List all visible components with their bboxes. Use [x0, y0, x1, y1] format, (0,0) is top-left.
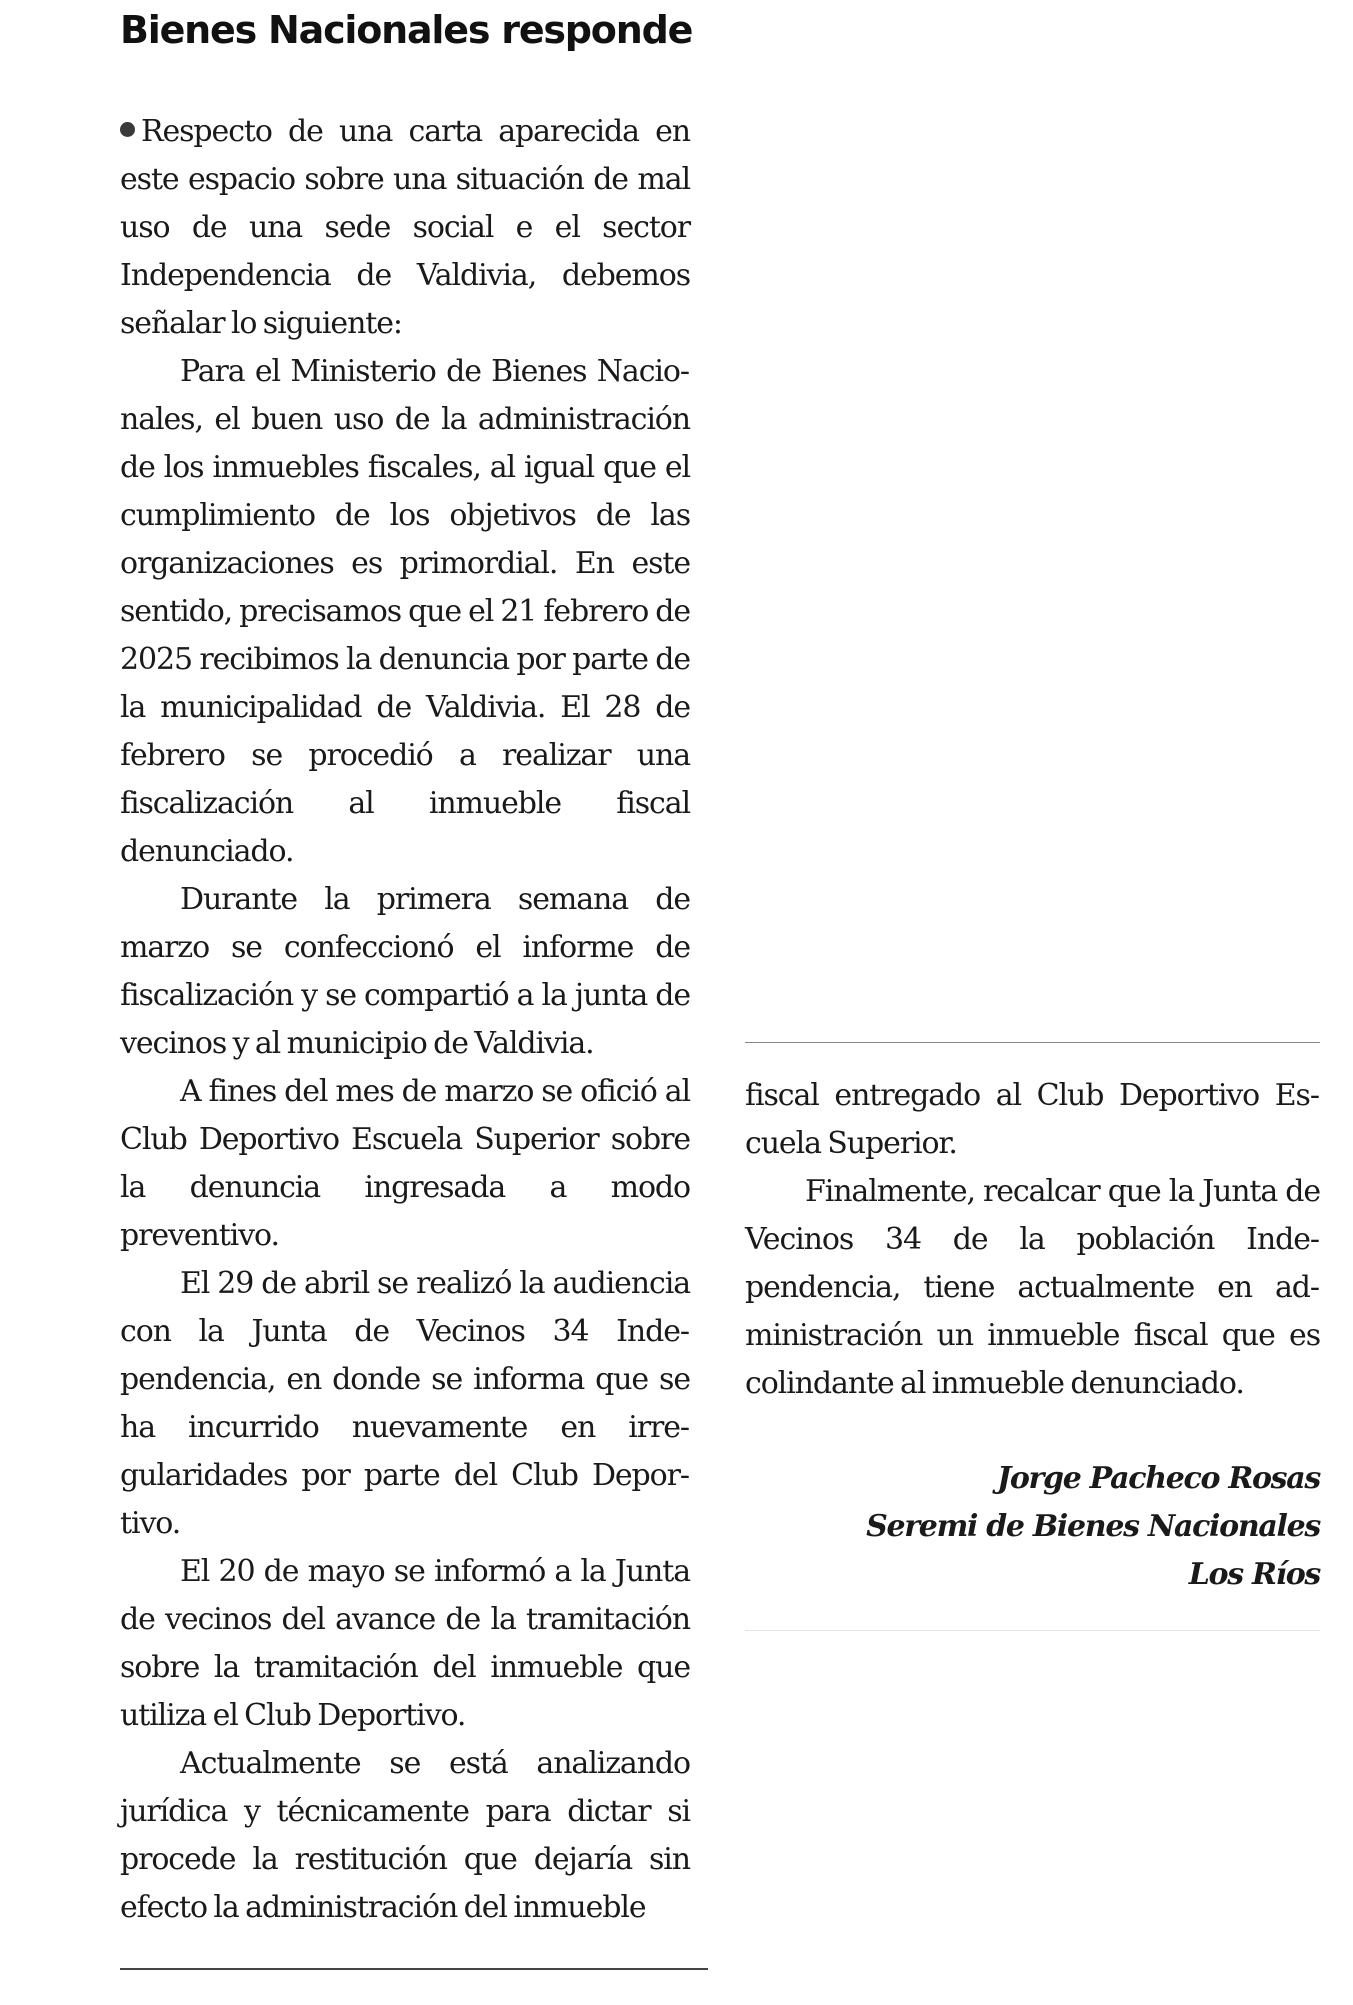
- right-column-bottom-rule: [745, 1630, 1320, 1631]
- column-bottom-rule: [120, 1968, 708, 1970]
- signature-region: Los Ríos: [1188, 1557, 1320, 1592]
- paragraph-intro-text: Respecto de una carta aparecida en este espacio sobre una situación de mal uso de una sede social e el sector Independencia de Valdivia, debemos señalar lo siguiente:: [120, 114, 690, 341]
- signature-block: [745, 1455, 1320, 1599]
- letter-body-left-column: [120, 108, 690, 1932]
- paragraph-conclusion: Finalmente, recalcar que la Junta de Vecinos 34 de la población Independencia, tiene actualmente en administración un inmueble fiscal que es colindante al inmueble denunciado.: [745, 1174, 1320, 1401]
- paragraph-intro: [120, 108, 690, 348]
- paragraph-current-analysis: Actualmente se está analizando jurídica y técnicamente para dictar si procede la restitución que dejaría sin efecto la administración del inmueble: [120, 1746, 690, 1925]
- paragraph-ministry-position: Para el Ministerio de Bienes Nacionales, el buen uso de la administración de los inmuebles fiscales, al igual que el cumplimiento de los objetivos de las organizaciones es primordial. En este sentido, precisamos que el 21 febrero de 2025 recibimos la denuncia por parte de la municipalidad de Valdivia. El 28 de febrero se procedió a realizar una fiscalización al inmueble fiscal denunciado.: [120, 354, 690, 869]
- paragraph-april-hearing: El 29 de abril se realizó la audiencia con la Junta de Vecinos 34 Independencia, en donde se informa que se ha incurrido nuevamente en irregularidades por parte del Club Deportivo.: [120, 1266, 690, 1541]
- letter-body-right-column: [745, 1072, 1320, 1408]
- signature-name: Jorge Pacheco Rosas: [996, 1461, 1320, 1496]
- signature-title: Seremi de Bienes Nacionales: [866, 1509, 1320, 1544]
- right-column-top-rule: [745, 1042, 1320, 1043]
- paragraph-march-report: Durante la primera semana de marzo se confeccionó el informe de fiscalización y se compartió a la junta de vecinos y al municipio de Valdivia.: [120, 882, 690, 1061]
- paragraph-march-notice: A fines del mes de marzo se ofició al Club Deportivo Escuela Superior sobre la denuncia ingresada a modo preventivo.: [120, 1074, 690, 1253]
- bullet-icon: [120, 122, 135, 137]
- paragraph-may-update: El 20 de mayo se informó a la Junta de vecinos del avance de la tramitación sobre la tramitación del inmueble que utiliza el Club Deportivo.: [120, 1554, 690, 1733]
- paragraph-continuation: fiscal entregado al Club Deportivo Escuela Superior.: [745, 1078, 1320, 1161]
- headline: Bienes Nacionales responde: [120, 8, 693, 52]
